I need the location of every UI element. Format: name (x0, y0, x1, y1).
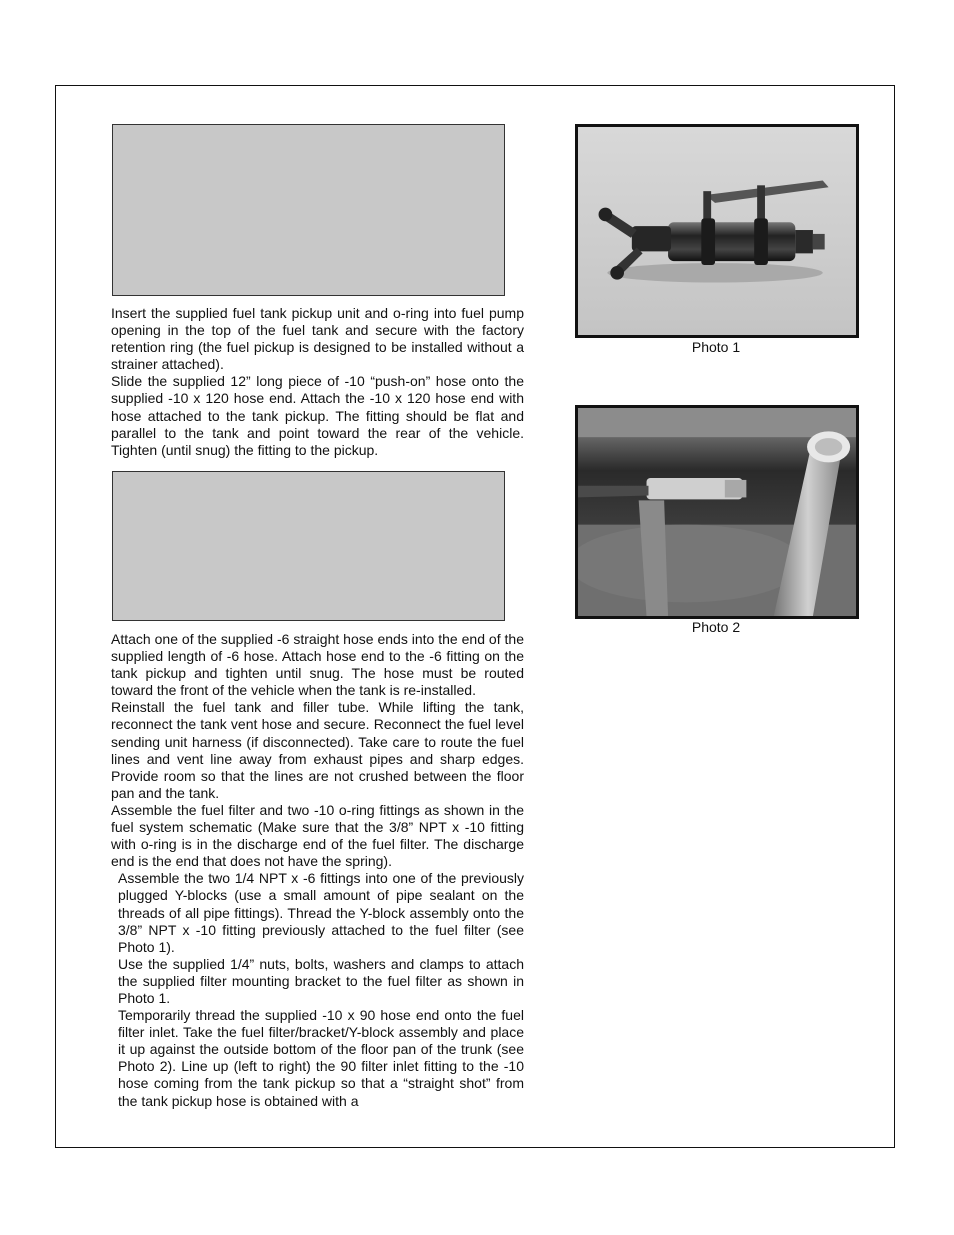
paragraph-bracket: Use the supplied 1/4” nuts, bolts, washers and clamps to attach the supplied filter mounting bracket to the fuel filter as shown in Photo 1. (118, 955, 524, 1006)
paragraph-reinstall-tank: Reinstall the fuel tank and filler tube. While lifting the tank, reconnect the tank vent hose and secure. Reconnect the fuel level sending unit harness (if disconnected). Take care to route the fuel lines and vent line away from exhaust pipes and sharp edges. Provide room so that the lines are not crushed between the floor pan and the tank. (111, 699, 524, 801)
instructions-block-b (111, 631, 524, 1110)
gray-placeholder-box-top (112, 124, 505, 296)
paragraph-hose-end: Temporarily thread the supplied -10 x 90 hose end onto the fuel filter inlet. Take the fuel filter/bracket/Y-block assembly and place it up against the outside bottom of the floor pan of the trunk (see Photo 2). Line up (left to right) the 90 filter inlet fitting to the -10 hose coming from the tank pickup so that a “straight shot” from the tank pickup hose is obtained with a (118, 1007, 524, 1109)
paragraph-push-on-hose: Slide the supplied 12” long piece of -10 “push-on” hose onto the supplied -10 x 120 hose end. Attach the -10 x 120 hose end with hose attached to the tank pickup. The fitting should be flat and parallel to the tank and point toward the rear of the vehicle. Tighten (until snug) the fitting to the pickup. (111, 373, 524, 458)
under-trunk-illustration (578, 408, 856, 616)
paragraph-y-block: Assemble the two 1/4 NPT x -6 fittings into one of the previously plugged Y-blocks (use a small amount of pipe sealant on the threads of all pipe fittings). Thread the Y-block assembly onto the 3/8” NPT x -10 fitting previously attached to the fuel filter (see Photo 1). (118, 870, 524, 955)
photo-2-caption: Photo 2 (691, 619, 741, 635)
gray-placeholder-box-middle (112, 471, 505, 621)
photo-1-fuel-filter (575, 124, 859, 338)
paragraph-six-hose: Attach one of the supplied -6 straight hose ends into the end of the supplied length of -6 hose. Attach hose end to the -6 fitting on the tank pickup and tighten until snug. The hose must be routed toward the front of the vehicle when the tank is re-installed. (111, 631, 524, 699)
photo-1-caption: Photo 1 (691, 339, 741, 355)
paragraph-tank-pickup: Insert the supplied fuel tank pickup unit and o-ring into fuel pump opening in the top of the fuel tank and secure with the factory retention ring (the fuel pickup is designed to be installed without a strainer attached). (111, 305, 524, 373)
fuel-filter-illustration (578, 127, 856, 335)
instructions-block-a (111, 305, 524, 459)
photo-2-under-trunk (575, 405, 859, 619)
paragraph-assemble-filter: Assemble the fuel filter and two -10 o-ring fittings as shown in the fuel system schematic (Make sure that the 3/8” NPT x -10 fitting with o-ring is in the discharge end of the fuel filter. The discharge end is the end that does not have the spring). (111, 801, 524, 870)
